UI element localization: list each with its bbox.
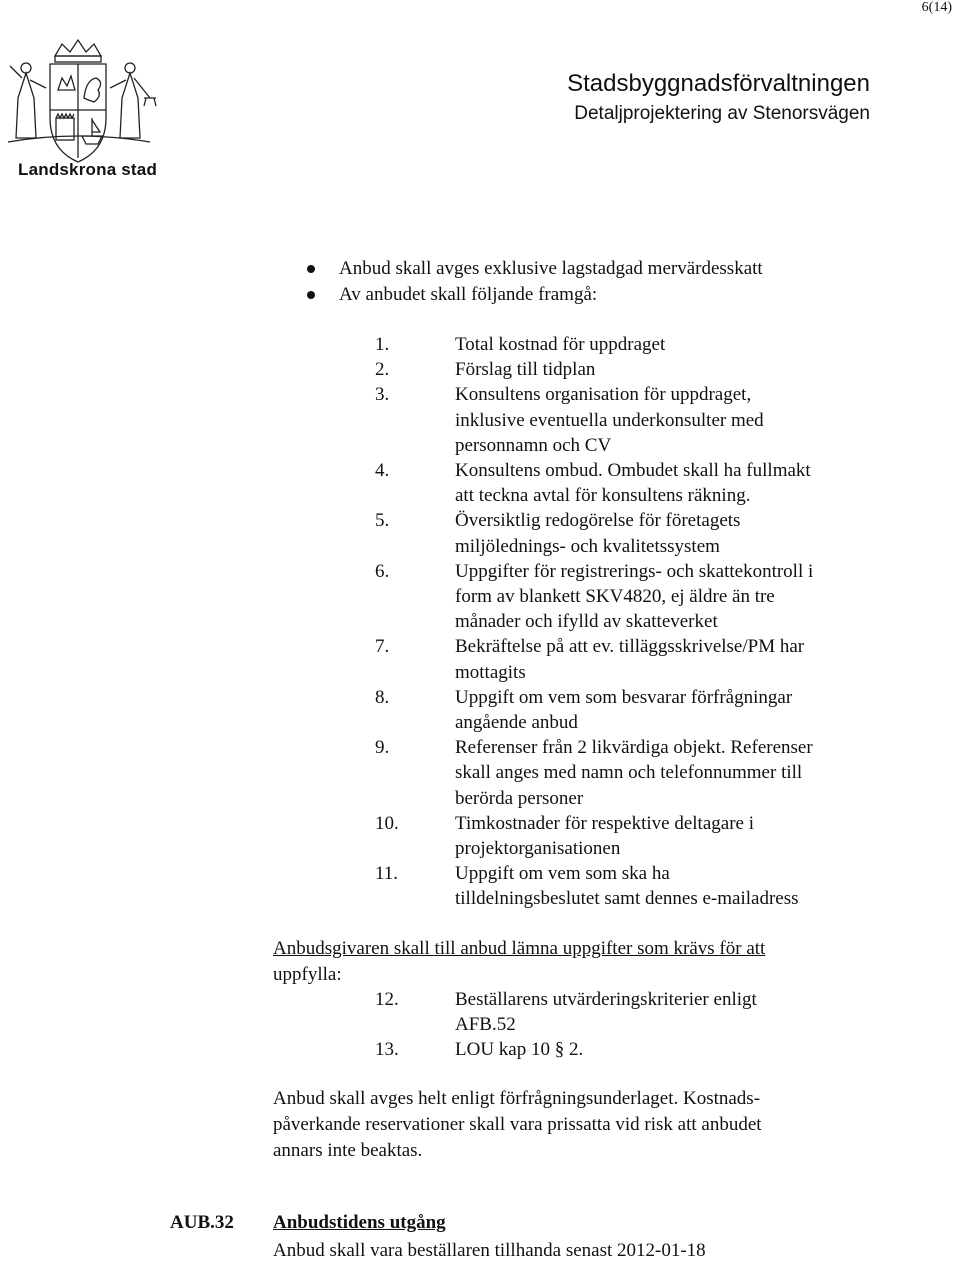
list-item: 5. Översiktlig redogörelse för företagets miljölednings- och kvalitetssystem xyxy=(375,510,741,557)
bullet-item: Anbud skall avges exklusive lagstadgad mervärdesskatt xyxy=(305,256,763,282)
department-title: Stadsbyggnadsförvaltningen xyxy=(567,70,870,97)
project-subtitle: Detaljprojektering av Stenorsvägen xyxy=(574,103,870,124)
list-item: 7. Bekräftelse på att ev. tilläggsskrivelse/PM har mottagits xyxy=(375,636,805,683)
section-title: Anbudstidens utgång xyxy=(273,1212,446,1233)
list-item: 1. Total kostnad för uppdraget xyxy=(375,334,666,355)
list-item: 8. Uppgift om vem som besvarar förfrågningar angående anbud xyxy=(375,686,793,734)
list-item: 13. LOU kap 10 § 2. xyxy=(375,1039,584,1061)
closing-paragraph: Anbud skall avges helt enligt förfrågningsunderlaget. Kostnads- påverkande reservationer skall vara prissatta vid risk att anbudet annars inte beaktas. xyxy=(273,1088,762,1161)
page-number: 6(14) xyxy=(921,0,952,15)
list-item: 3. Konsultens organisation för uppdraget, inklusive eventuella underkonsulter med personnamn och CV xyxy=(375,384,764,456)
bullet-dot-icon xyxy=(307,265,315,273)
requirements-list xyxy=(375,987,875,1063)
list-item: 12. Beställarens utvärderingskriterier enligt AFB.52 xyxy=(375,989,757,1036)
section-text: Anbud skall vara beställaren tillhanda senast 2012-01-18 xyxy=(273,1240,706,1261)
bullet-dot-icon xyxy=(307,291,315,299)
bullet-item: Av anbudet skall följande framgå: xyxy=(305,282,763,308)
list-item: 6. Uppgifter för registrerings- och skattekontroll i form av blankett SKV4820, ej äldre än tre månader och ifylld av skatteverket xyxy=(375,560,814,633)
bullet-list xyxy=(305,256,763,308)
list-item: 10. Timkostnader för respektive deltagare i projektorganisationen xyxy=(375,812,754,860)
list-item: 9. Referenser från 2 likvärdiga objekt. Referenser skall anges med namn och telefonnummer till berörda personer xyxy=(375,737,813,809)
logo-text: Landskrona stad xyxy=(18,160,158,179)
section-code: AUB.32 xyxy=(170,1212,234,1233)
list-item: 4. Konsultens ombud. Ombudet skall ha fullmakt att teckna avtal för konsultens räkning. xyxy=(375,460,811,507)
required-contents-list xyxy=(375,332,875,912)
list-item: 11. Uppgift om vem som ska ha tilldelningsbeslutet samt dennes e-mailadress xyxy=(375,863,799,910)
requirements-heading: Anbudsgivaren skall till anbud lämna uppgifter som krävs för att uppfylla: xyxy=(273,938,766,985)
list-item: 2. Förslag till tidplan xyxy=(375,359,596,381)
